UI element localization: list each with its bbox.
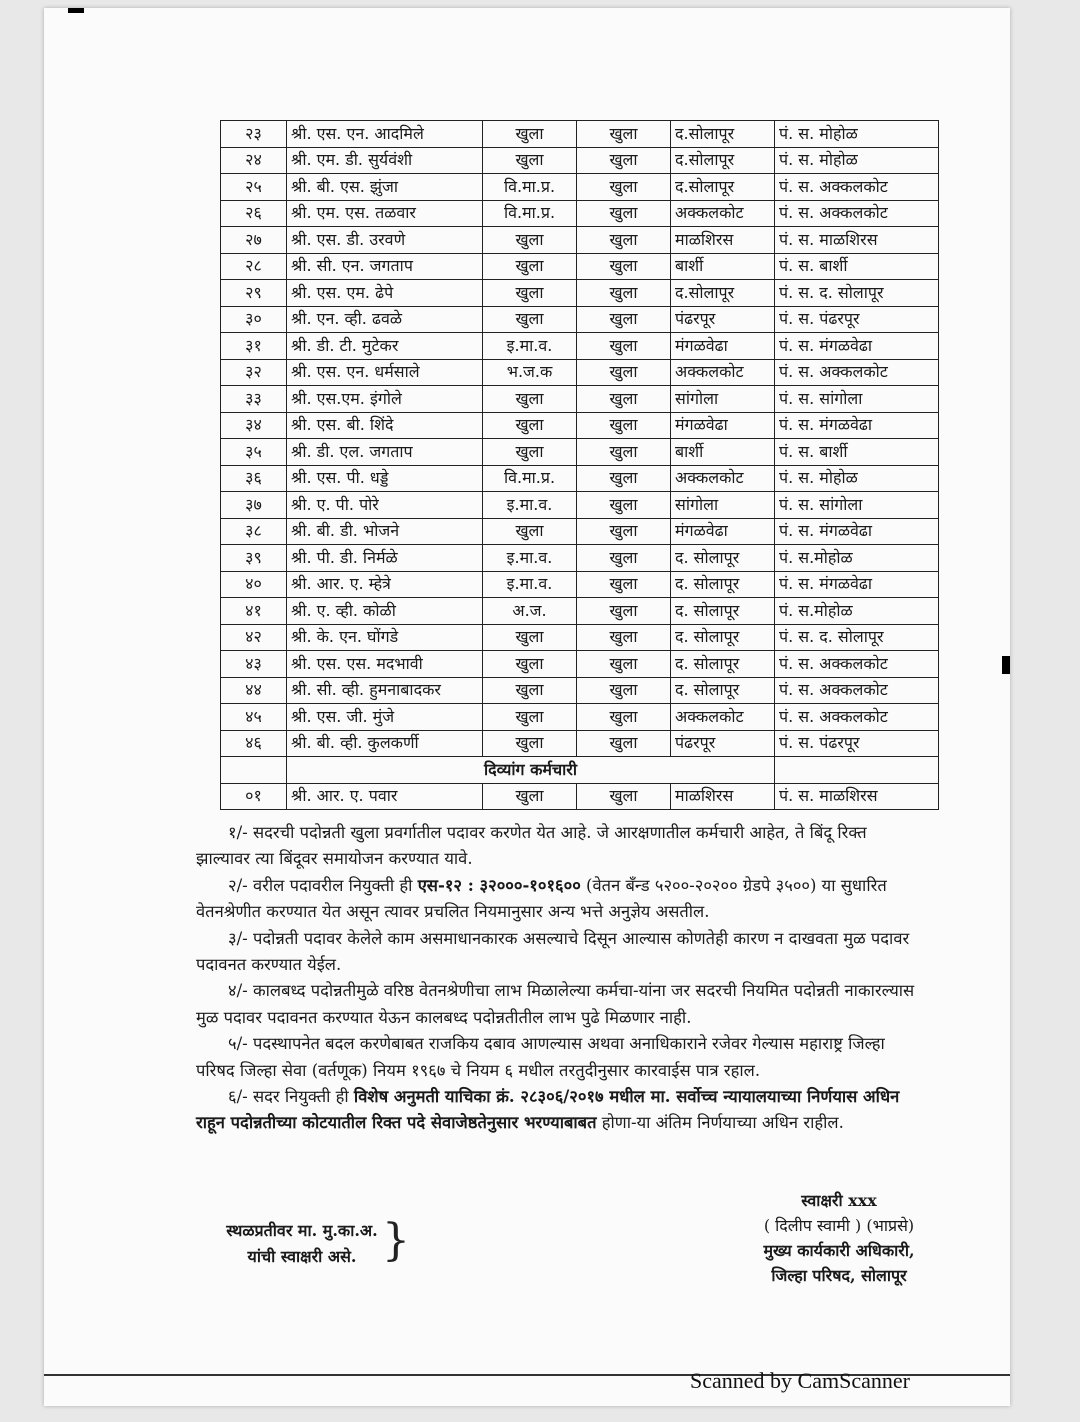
- posting-cell: पं. स. अक्कलकोट: [775, 704, 939, 731]
- promotion-category-cell: खुला: [577, 359, 671, 386]
- current-office-cell: द. सोलापूर: [671, 598, 775, 625]
- note-2: [196, 873, 916, 926]
- category-cell: खुला: [483, 677, 577, 704]
- promotion-category-cell: खुला: [577, 439, 671, 466]
- note-6-post: होणा-या अंतिम निर्णयाच्या अधिन राहील.: [601, 1113, 844, 1133]
- current-office-cell: द.सोलापूर: [671, 147, 775, 174]
- signatory-name: ( दिलीप स्वामी ) (भाप्रसे): [763, 1216, 915, 1235]
- promotion-category-cell: खुला: [577, 121, 671, 148]
- note-4: ४/- कालबध्द पदोन्नतीमुळे वरिष्ठ वेतनश्रेणीचा लाभ मिळालेल्या कर्मचा-यांना जर सदरची नियमित पदोन्नती नाकारल्यास मुळ पदावर पदावनत करण्यात येऊन कालबध्द पदोन्नतीतील लाभ पुढे मिळणार नाही.: [196, 981, 915, 1027]
- posting-cell: पं. स. मोहोळ: [775, 147, 939, 174]
- serial-cell: ३२: [221, 359, 287, 386]
- category-cell: इ.मा.व.: [483, 333, 577, 360]
- current-office-cell: द.सोलापूर: [671, 280, 775, 307]
- current-office-cell: अक्कलकोट: [671, 359, 775, 386]
- serial-cell: ४२: [221, 624, 287, 651]
- posting-cell: पं. स. अक्कलकोट: [775, 677, 939, 704]
- note-2-pre: २/- वरील पदावरील नियुक्ती ही: [228, 875, 413, 895]
- current-office-cell: मंगळवेढा: [671, 333, 775, 360]
- posting-cell: पं. स.मोहोळ: [775, 598, 939, 625]
- table-row: [221, 121, 939, 148]
- category-cell: इ.मा.व.: [483, 571, 577, 598]
- name-cell: श्री. एस. डी. उरवणे: [287, 227, 483, 254]
- current-office-cell: अक्कलकोट: [671, 465, 775, 492]
- office-copy-line-1: स्थळप्रतीवर मा. मु.का.अ.: [226, 1221, 378, 1240]
- table-row: [221, 545, 939, 572]
- table-row: [221, 439, 939, 466]
- document-page: [44, 8, 1010, 1406]
- top-edge-mark: [68, 8, 84, 13]
- posting-cell: पं. स. माळशिरस: [775, 227, 939, 254]
- name-cell: श्री. ए. व्ही. कोळी: [287, 598, 483, 625]
- signature-line: स्वाक्षरी xxx: [801, 1191, 877, 1210]
- table-row: [221, 677, 939, 704]
- posting-cell: पं. स. मोहोळ: [775, 121, 939, 148]
- order-notes: [196, 820, 916, 1137]
- office-copy-line-2: यांची स्वाक्षरी असे.: [247, 1247, 357, 1266]
- posting-cell: पं. स. सांगोला: [775, 492, 939, 519]
- table-row: [221, 200, 939, 227]
- note-1: १/- सदरची पदोन्नती खुला प्रवर्गातील पदावर करणेत येत आहे. जे आरक्षणातील कर्मचारी आहेत, ते बिंदू रिक्त झाल्यावर त्या बिंदूवर समायोजन करण्यात यावे.: [196, 823, 867, 869]
- section-header-row: [221, 757, 939, 784]
- promotion-category-cell: खुला: [577, 465, 671, 492]
- signatory-office: जिल्हा परिषद, सोलापूर: [771, 1266, 907, 1285]
- table-row: [221, 253, 939, 280]
- category-cell: खुला: [483, 386, 577, 413]
- name-cell: श्री. एस. एन. आदमिले: [287, 121, 483, 148]
- category-cell: खुला: [483, 783, 577, 810]
- posting-cell: पं. स. अक्कलकोट: [775, 359, 939, 386]
- table-row: [221, 306, 939, 333]
- table-row: [221, 174, 939, 201]
- serial-cell: ३८: [221, 518, 287, 545]
- serial-cell: ३५: [221, 439, 287, 466]
- serial-cell: २७: [221, 227, 287, 254]
- serial-cell: २९: [221, 280, 287, 307]
- current-office-cell: द. सोलापूर: [671, 651, 775, 678]
- category-cell: खुला: [483, 704, 577, 731]
- promotion-category-cell: खुला: [577, 386, 671, 413]
- table-row: [221, 333, 939, 360]
- current-office-cell: द. सोलापूर: [671, 545, 775, 572]
- promotion-category-cell: खुला: [577, 227, 671, 254]
- category-cell: वि.मा.प्र.: [483, 174, 577, 201]
- promotion-category-cell: खुला: [577, 783, 671, 810]
- table-row: [221, 598, 939, 625]
- promotion-category-cell: खुला: [577, 492, 671, 519]
- category-cell: इ.मा.व.: [483, 492, 577, 519]
- category-cell: खुला: [483, 651, 577, 678]
- serial-cell: ३४: [221, 412, 287, 439]
- category-cell: खुला: [483, 730, 577, 757]
- category-cell: खुला: [483, 624, 577, 651]
- serial-cell: ३९: [221, 545, 287, 572]
- name-cell: श्री. पी. डी. निर्मळे: [287, 545, 483, 572]
- table-row: [221, 280, 939, 307]
- note-2-pay-scale: एस-१२ : ३२०००-१०१६००: [417, 875, 581, 895]
- name-cell: श्री. एस. एस. मदभावी: [287, 651, 483, 678]
- current-office-cell: माळशिरस: [671, 227, 775, 254]
- current-office-cell: सांगोला: [671, 386, 775, 413]
- posting-cell: पं. स. माळशिरस: [775, 783, 939, 810]
- note-5: ५/- पदस्थापनेत बदल करणेबाबत राजकिय दबाव आणल्यास अथवा अनाधिकाराने रजेवर गेल्यास महाराष्ट्र जिल्हा परिषद जिल्हा सेवा (वर्तणूक) नियम १९६७ चे नियम ६ मधील तरतुदीनुसार कारवाईस पात्र रहाल.: [196, 1034, 885, 1080]
- posting-cell: पं. स. मंगळवेढा: [775, 571, 939, 598]
- posting-cell: पं. स. सांगोला: [775, 386, 939, 413]
- current-office-cell: सांगोला: [671, 492, 775, 519]
- name-cell: श्री. बी. एस. झुंजा: [287, 174, 483, 201]
- name-cell: श्री. बी. डी. भोजने: [287, 518, 483, 545]
- serial-cell: ४०: [221, 571, 287, 598]
- serial-cell: ३१: [221, 333, 287, 360]
- posting-cell: पं. स. द. सोलापूर: [775, 280, 939, 307]
- serial-cell: ०१: [221, 783, 287, 810]
- name-cell: श्री. डी. एल. जगताप: [287, 439, 483, 466]
- promotion-category-cell: खुला: [577, 651, 671, 678]
- category-cell: खुला: [483, 306, 577, 333]
- category-cell: खुला: [483, 518, 577, 545]
- category-cell: वि.मा.प्र.: [483, 200, 577, 227]
- serial-cell: ४५: [221, 704, 287, 731]
- promotion-category-cell: खुला: [577, 598, 671, 625]
- name-cell: श्री. एस. बी. शिंदे: [287, 412, 483, 439]
- promotion-category-cell: खुला: [577, 571, 671, 598]
- posting-cell: पं. स.मोहोळ: [775, 545, 939, 572]
- table-row: [221, 571, 939, 598]
- table-row: [221, 227, 939, 254]
- name-cell: श्री. आर. ए. पवार: [287, 783, 483, 810]
- posting-cell: पं. स. अक्कलकोट: [775, 174, 939, 201]
- category-cell: इ.मा.व.: [483, 545, 577, 572]
- promotion-table-body: [221, 121, 939, 810]
- promotion-category-cell: खुला: [577, 518, 671, 545]
- name-cell: श्री. एस. जी. मुंजे: [287, 704, 483, 731]
- promotion-category-cell: खुला: [577, 624, 671, 651]
- serial-cell: २३: [221, 121, 287, 148]
- category-cell: भ.ज.क: [483, 359, 577, 386]
- promotion-category-cell: खुला: [577, 200, 671, 227]
- current-office-cell: द.सोलापूर: [671, 174, 775, 201]
- current-office-cell: मंगळवेढा: [671, 412, 775, 439]
- note-3: ३/- पदोन्नती पदावर केलेले काम असमाधानकारक असल्याचे दिसून आल्यास कोणतेही कारण न दाखवता मुळ पदावर पदावनत करण्यात येईल.: [196, 928, 910, 975]
- signature-block: [714, 1188, 964, 1288]
- current-office-cell: द. सोलापूर: [671, 677, 775, 704]
- table-row: [221, 730, 939, 757]
- camscanner-watermark: Scanned by CamScanner: [690, 1368, 910, 1393]
- note-6: [196, 1084, 916, 1137]
- category-cell: खुला: [483, 227, 577, 254]
- serial-cell: ३०: [221, 306, 287, 333]
- promotion-category-cell: खुला: [577, 280, 671, 307]
- current-office-cell: द. सोलापूर: [671, 624, 775, 651]
- current-office-cell: पंढरपूर: [671, 730, 775, 757]
- promotion-category-cell: खुला: [577, 306, 671, 333]
- curly-brace: }: [382, 1215, 410, 1266]
- promotion-category-cell: खुला: [577, 333, 671, 360]
- section-empty-cell: [775, 757, 939, 784]
- posting-cell: पं. स. अक्कलकोट: [775, 651, 939, 678]
- name-cell: श्री. के. एन. घोंगडे: [287, 624, 483, 651]
- category-cell: वि.मा.प्र.: [483, 465, 577, 492]
- table-row: [221, 704, 939, 731]
- category-cell: खुला: [483, 121, 577, 148]
- table-row: [221, 624, 939, 651]
- promotion-category-cell: खुला: [577, 147, 671, 174]
- table-row: [221, 465, 939, 492]
- current-office-cell: माळशिरस: [671, 783, 775, 810]
- name-cell: श्री. डी. टी. मुटेकर: [287, 333, 483, 360]
- promotion-category-cell: खुला: [577, 253, 671, 280]
- category-cell: खुला: [483, 439, 577, 466]
- serial-cell: २६: [221, 200, 287, 227]
- promotion-category-cell: खुला: [577, 730, 671, 757]
- serial-cell: २८: [221, 253, 287, 280]
- promotion-category-cell: खुला: [577, 412, 671, 439]
- serial-cell: ३७: [221, 492, 287, 519]
- current-office-cell: मंगळवेढा: [671, 518, 775, 545]
- serial-cell: २४: [221, 147, 287, 174]
- current-office-cell: पंढरपूर: [671, 306, 775, 333]
- name-cell: श्री. एस.एम. इंगोले: [287, 386, 483, 413]
- name-cell: श्री. आर. ए. म्हेत्रे: [287, 571, 483, 598]
- posting-cell: पं. स. बार्शी: [775, 253, 939, 280]
- table-row: [221, 147, 939, 174]
- section-empty-cell: [221, 757, 287, 784]
- category-cell: खुला: [483, 412, 577, 439]
- promotion-category-cell: खुला: [577, 174, 671, 201]
- right-edge-mark: [1002, 656, 1010, 674]
- category-cell: खुला: [483, 147, 577, 174]
- current-office-cell: बार्शी: [671, 439, 775, 466]
- promotion-category-cell: खुला: [577, 677, 671, 704]
- posting-cell: पं. स. पंढरपूर: [775, 306, 939, 333]
- name-cell: श्री. एस. एम. ढेपे: [287, 280, 483, 307]
- serial-cell: ३३: [221, 386, 287, 413]
- posting-cell: पं. स. पंढरपूर: [775, 730, 939, 757]
- serial-cell: ४६: [221, 730, 287, 757]
- serial-cell: ४४: [221, 677, 287, 704]
- category-cell: खुला: [483, 280, 577, 307]
- serial-cell: ४३: [221, 651, 287, 678]
- category-cell: अ.ज.: [483, 598, 577, 625]
- name-cell: श्री. एन. व्ही. ढवळे: [287, 306, 483, 333]
- note-2-post: (वेतन बँन्ड ५२००-२०२०० ग्रेडपे ३५००) या सुधारित वेतनश्रेणीत करण्यात येत असून त्यावर प्रचलित नियमानुसार अन्य भत्ते अनुज्ञेय असतील.: [196, 875, 887, 922]
- current-office-cell: द.सोलापूर: [671, 121, 775, 148]
- promotion-category-cell: खुला: [577, 545, 671, 572]
- name-cell: श्री. एम. एस. तळवार: [287, 200, 483, 227]
- posting-cell: पं. स. मंगळवेढा: [775, 518, 939, 545]
- current-office-cell: अक्कलकोट: [671, 704, 775, 731]
- table-row: [221, 492, 939, 519]
- name-cell: श्री. सी. व्ही. हुमनाबादकर: [287, 677, 483, 704]
- table-row: [221, 412, 939, 439]
- table-row: [221, 359, 939, 386]
- posting-cell: पं. स. अक्कलकोट: [775, 200, 939, 227]
- serial-cell: २५: [221, 174, 287, 201]
- note-6-pre: ६/- सदर नियुक्ती ही: [228, 1087, 349, 1107]
- note-6-court-ref: विशेष अनुमती याचिका क्रं. २८३०६/२०१७ मधील मा. सर्वोच्च न्यायालयाच्या निर्णयास अधिन राहून पदोन्नतीच्या कोटयातील रिक्त पदे सेवाजेष्ठतेनुसार भरण्याबाबत: [196, 1087, 900, 1133]
- current-office-cell: द. सोलापूर: [671, 571, 775, 598]
- posting-cell: पं. स. बार्शी: [775, 439, 939, 466]
- name-cell: श्री. एस. पी. धड्डे: [287, 465, 483, 492]
- category-cell: खुला: [483, 253, 577, 280]
- name-cell: श्री. एस. एन. धर्मसाले: [287, 359, 483, 386]
- signatory-title: मुख्य कार्यकारी अधिकारी,: [763, 1241, 915, 1260]
- promotion-category-cell: खुला: [577, 704, 671, 731]
- posting-cell: पं. स. मोहोळ: [775, 465, 939, 492]
- name-cell: श्री. सी. एन. जगताप: [287, 253, 483, 280]
- posting-cell: पं. स. मंगळवेढा: [775, 412, 939, 439]
- table-row: [221, 518, 939, 545]
- serial-cell: ३६: [221, 465, 287, 492]
- name-cell: श्री. ए. पी. पोरे: [287, 492, 483, 519]
- name-cell: श्री. एम. डी. सुर्यवंशी: [287, 147, 483, 174]
- serial-cell: ४१: [221, 598, 287, 625]
- section-title: दिव्यांग कर्मचारी: [287, 757, 775, 784]
- name-cell: श्री. बी. व्ही. कुलकर्णी: [287, 730, 483, 757]
- promotion-table: [220, 120, 939, 810]
- posting-cell: पं. स. मंगळवेढा: [775, 333, 939, 360]
- office-copy-note: [212, 1218, 392, 1270]
- posting-cell: पं. स. द. सोलापूर: [775, 624, 939, 651]
- table-row: [221, 386, 939, 413]
- current-office-cell: बार्शी: [671, 253, 775, 280]
- table-row: [221, 783, 939, 810]
- current-office-cell: अक्कलकोट: [671, 200, 775, 227]
- table-row: [221, 651, 939, 678]
